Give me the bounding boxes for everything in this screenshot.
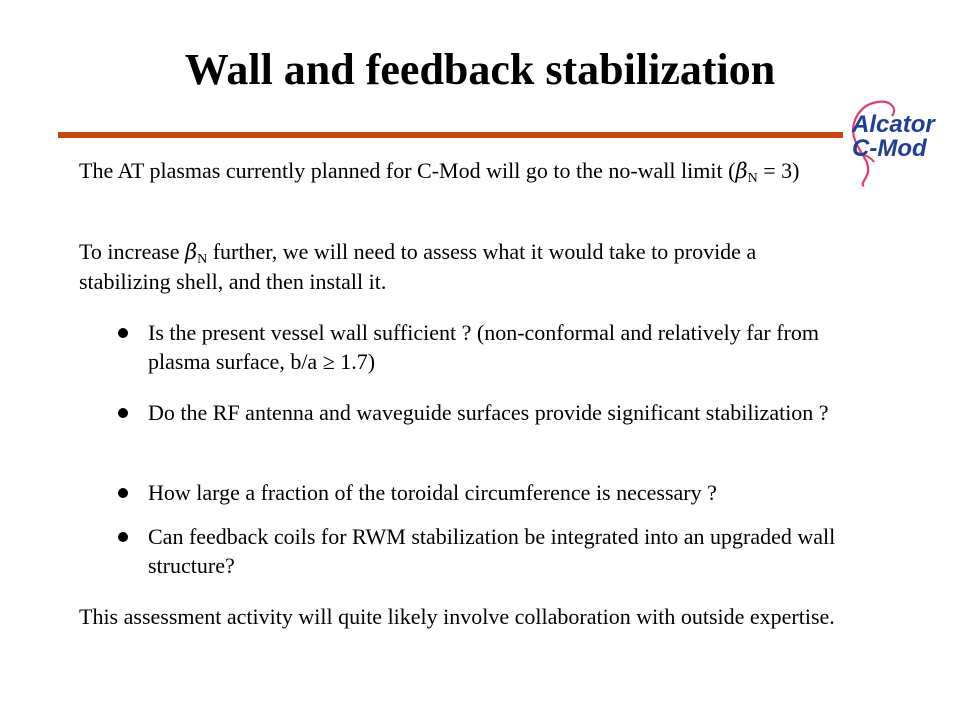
paragraph-closing: This assessment activity will quite likely involve collaboration with outside expertise. (79, 604, 835, 629)
bullet-icon (118, 328, 128, 338)
bullet-text: How large a fraction of the toroidal circumference is necessary ? (148, 480, 717, 505)
para2-text-b: further, we will need to assess what it would take to provide a stabilizing shell, and then install it. (79, 239, 757, 294)
beta-symbol: β (735, 159, 748, 183)
bullet-icon (118, 488, 128, 498)
beta-subscript: N (197, 252, 208, 267)
slide-title: Wall and feedback stabilization (184, 45, 776, 94)
alcator-cmod-logo (840, 92, 940, 187)
bullet-icon (118, 532, 128, 542)
logo-line1: Alcator (852, 111, 935, 138)
bullet-text: Can feedback coils for RWM stabilization be integrated into an upgraded wall structure? (148, 524, 836, 578)
title-underline (58, 132, 843, 138)
bullet-text: Is the present vessel wall sufficient ? (non-conformal and relatively far from plasma surface, b/a ≥ 1.7) (148, 320, 819, 374)
paragraph-no-wall-limit (79, 156, 819, 186)
logo-line2: C-Mod (852, 135, 927, 162)
para1-text-b: = 3) (757, 158, 800, 183)
bullet-icon (118, 408, 128, 418)
beta-symbol: β (184, 240, 198, 264)
beta-subscript: N (747, 171, 758, 186)
para1-text-a: The AT plasmas currently planned for C-Mod will go to the no-wall limit ( (79, 158, 736, 183)
para2-text-a: To increase (79, 239, 185, 264)
paragraph-increase-beta (79, 237, 839, 296)
bullet-text: Do the RF antenna and waveguide surfaces provide significant stabilization ? (148, 400, 829, 425)
